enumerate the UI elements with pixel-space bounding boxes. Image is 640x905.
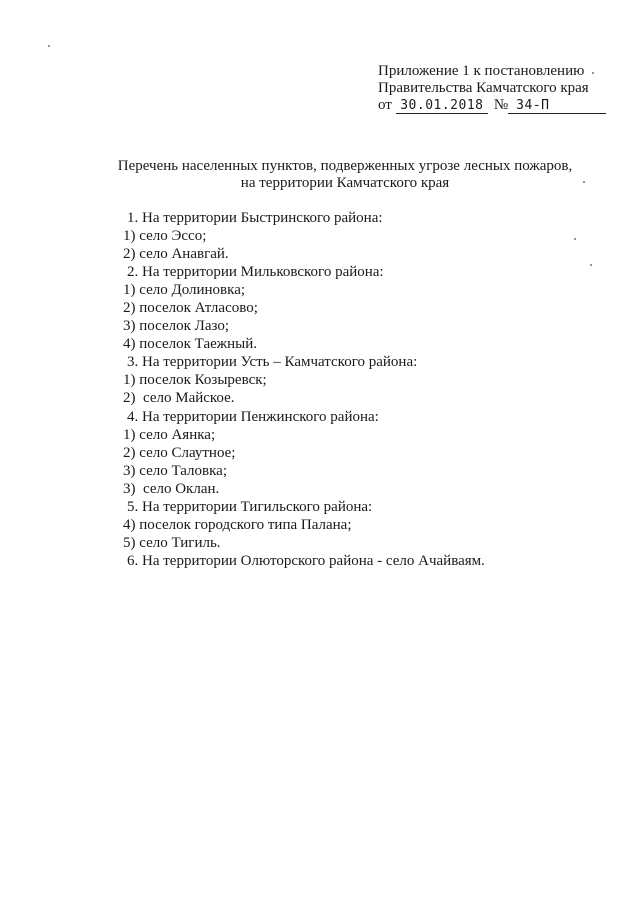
district-heading: 6. На территории Олюторского района - село Ачайваям. <box>127 552 485 569</box>
district-heading: 1. На территории Быстринского района: <box>127 210 383 226</box>
settlement-item: 3) село Таловка; <box>123 462 228 479</box>
appendix-line-2: Правительства Камчатского края <box>378 80 589 96</box>
settlement-item: 5) село Тигиль. <box>123 534 221 551</box>
district-heading: 3. На территории Усть – Камчатского района: <box>127 354 418 371</box>
district-heading: 5. На территории Тигильского района: <box>127 498 373 515</box>
settlement-item: 2) село Слаутное; <box>123 444 236 461</box>
scan-speck <box>574 238 576 240</box>
appendix-header <box>378 63 618 114</box>
scan-speck <box>590 264 592 266</box>
resolution-number: 34-П <box>508 98 606 114</box>
district-heading: 2. На территории Мильковского района: <box>127 264 384 281</box>
settlement-item: 3) село Оклан. <box>123 480 220 497</box>
district-heading: 4. На территории Пенжинского района: <box>127 408 379 425</box>
settlement-item: 1) село Аянка; <box>123 426 216 443</box>
scan-speck <box>592 72 594 74</box>
document-title <box>100 158 590 192</box>
title-line-1: Перечень населенных пунктов, подверженных угрозе лесных пожаров, <box>117 158 573 174</box>
settlement-item: 4) поселок Таежный. <box>123 336 258 353</box>
settlement-item: 3) поселок Лазо; <box>123 318 230 335</box>
settlement-item: 4) поселок городского типа Палана; <box>123 516 352 533</box>
scan-speck <box>48 45 50 47</box>
number-sign: № <box>493 97 509 113</box>
settlement-item: 2) село Майское. <box>123 390 235 407</box>
scan-speck <box>583 181 585 183</box>
settlement-item: 2) село Анавгай. <box>123 246 229 263</box>
settlement-item: 1) село Долиновка; <box>123 282 246 299</box>
settlement-item: 2) поселок Атласово; <box>123 300 258 317</box>
resolution-date-number-row <box>378 97 618 114</box>
date-prefix: от <box>378 97 392 113</box>
settlement-item: 1) село Эссо; <box>123 228 207 245</box>
title-line-2: на территории Камчатского края <box>240 175 450 191</box>
settlement-list <box>123 209 593 570</box>
appendix-line-1: Приложение 1 к постановлению <box>378 63 585 79</box>
settlement-item: 1) поселок Козыревск; <box>123 372 267 389</box>
resolution-date: 30.01.2018 <box>396 98 488 114</box>
